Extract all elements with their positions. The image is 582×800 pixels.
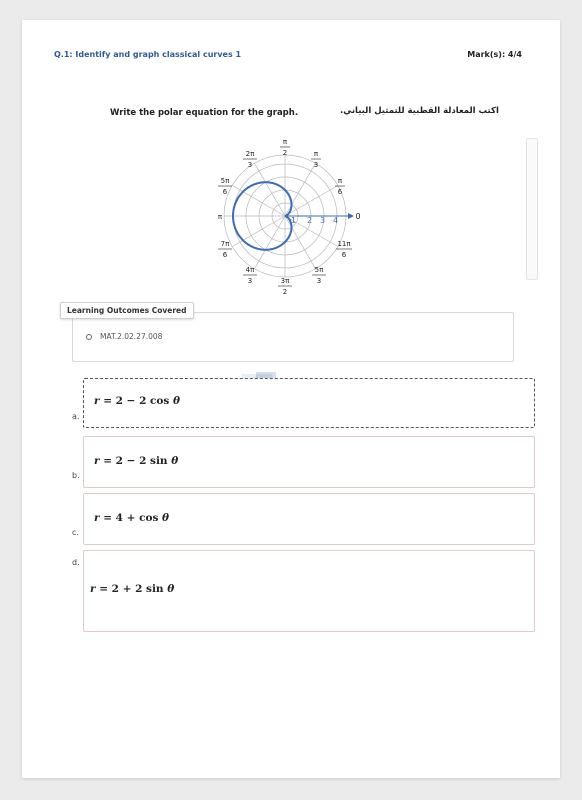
question-title: Q.1: Identify and graph classical curves 1 [54,50,242,59]
svg-text:6: 6 [337,188,343,196]
option-d-equation: r = 2 + 2 sin θ [90,583,175,595]
angle-label-5pi-over-3 [312,266,326,285]
svg-text:2: 2 [282,288,288,296]
angle-label-zero: 0 [355,212,361,221]
prompt-arabic: اكتب المعادلة القطبية للتمثيل البياني. [340,106,499,116]
angle-label-pi-over-3 [311,150,321,169]
svg-text:π: π [313,150,319,158]
svg-text:5π: 5π [220,177,230,185]
bullet-icon [86,334,92,340]
svg-text:6: 6 [341,251,347,259]
svg-text:π: π [282,138,288,146]
polar-graph [22,20,560,320]
angle-label-2pi-over-3 [243,150,257,169]
axis-arrow-icon [348,213,354,219]
option-a[interactable] [83,378,535,428]
svg-text:3: 3 [313,161,319,169]
svg-text:3π: 3π [280,277,290,285]
option-a-letter: a. [72,412,80,421]
learning-outcomes-heading: Learning Outcomes Covered [60,302,194,319]
option-b[interactable] [83,436,535,488]
option-c-letter: c. [72,528,79,537]
svg-text:2π: 2π [245,150,255,158]
angle-label-5pi-over-6 [218,177,232,196]
svg-text:11π: 11π [337,240,351,248]
option-d[interactable] [83,550,535,632]
svg-text:5π: 5π [314,266,324,274]
svg-text:3: 3 [247,277,253,285]
svg-text:3: 3 [247,161,253,169]
svg-text:7π: 7π [220,240,230,248]
svg-text:2: 2 [282,149,288,157]
prompt-english: Write the polar equation for the graph. [110,108,299,118]
angle-label-pi-over-2 [280,138,290,157]
radial-label-4: 4 [333,216,339,225]
learning-outcome-code: MAT.2.02.27.008 [100,332,163,341]
option-c-equation: r = 4 + cos θ [94,512,170,524]
option-b-letter: b. [72,471,80,480]
angle-label-11pi-over-6 [336,240,352,259]
svg-text:4π: 4π [245,266,255,274]
option-c[interactable] [83,493,535,545]
learning-outcome-item [86,332,162,341]
svg-text:6: 6 [222,251,228,259]
option-d-letter: d. [72,558,80,567]
option-a-equation: r = 2 − 2 cos θ [94,395,181,407]
mark-score: Mark(s): 4/4 [467,50,522,59]
svg-text:6: 6 [222,188,228,196]
option-b-equation: r = 2 − 2 sin θ [94,455,179,467]
question-page [22,20,560,778]
radial-label-1: 1 [291,216,297,225]
radial-label-2: 2 [307,216,313,225]
angle-label-pi: π [217,213,223,221]
radial-label-3: 3 [320,216,326,225]
angle-labels [218,138,361,296]
angle-label-3pi-over-2 [278,277,292,296]
svg-text:3: 3 [316,277,322,285]
svg-text:π: π [337,177,343,185]
